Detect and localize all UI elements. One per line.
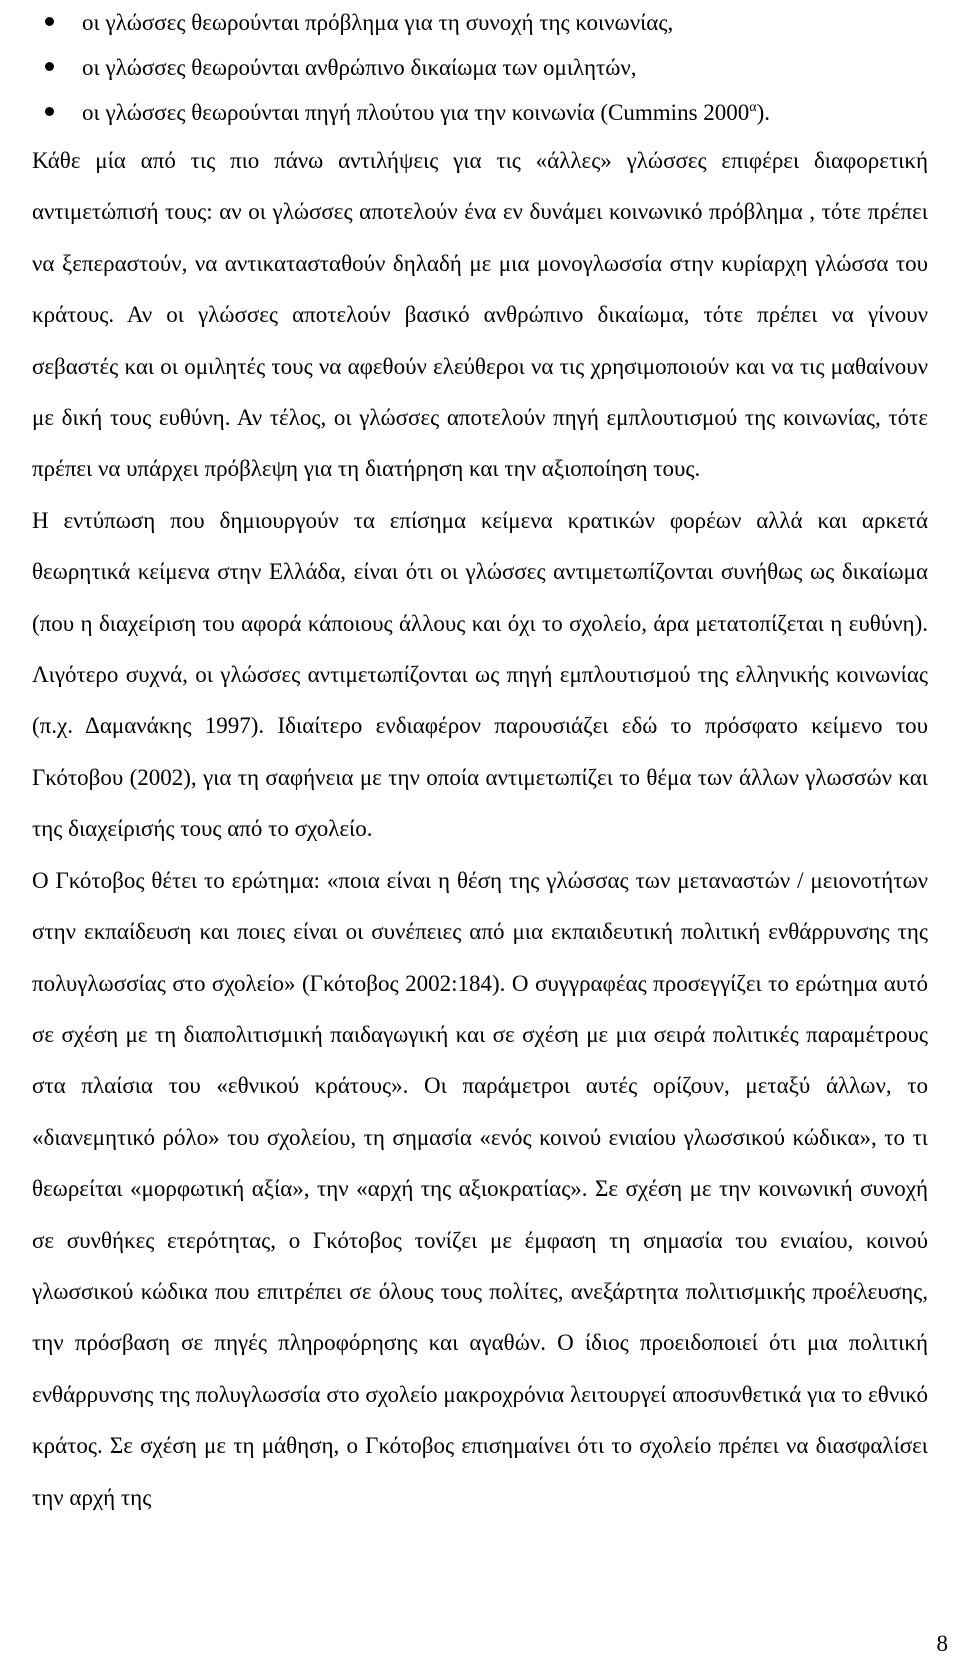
bullet-item	[32, 0, 928, 45]
bullet-list	[32, 0, 928, 135]
bullet-item	[32, 90, 928, 135]
paragraph: Η εντύπωση που δημιουργούν τα επίσημα κείμενα κρατικών φορέων αλλά και αρκετά θεωρητικά κείμενα στην Ελλάδα, είναι ότι οι γλώσσες αντιμετωπίζονται συνήθως ως δικαίωμα (που η διαχείριση του αφορά κάποιους άλλους και όχι το σχολείο, άρα μετατοπίζεται η ευθύνη). Λιγότερο συχνά, οι γλώσσες αντιμετωπίζονται ως πηγή εμπλουτισμού της ελληνικής κοινωνίας (π.χ. Δαμανάκης 1997). Ιδιαίτερο ενδιαφέρον παρουσιάζει εδώ το πρόσφατο κείμενο του Γκότοβου (2002), για τη σαφήνεια με την οποία αντιμετωπίζει το θέμα των άλλων γλωσσών και της διαχείρισής τους από το σχολείο.	[32, 507, 928, 842]
superscript: α	[749, 100, 757, 115]
bullet-text: οι γλώσσες θεωρούνται πηγή πλούτου για την κοινωνία (Cummins 2000	[82, 100, 750, 125]
paragraph: Κάθε μία από τις πιο πάνω αντιλήψεις για τις «άλλες» γλώσσες επιφέρει διαφορετική αντιμετώπισή τους: αν οι γλώσσες αποτελούν ένα εν δυνάμει κοινωνικό πρόβλημα , τότε πρέπει να ξεπεραστούν, να αντικατασταθούν δηλαδή με μια μονογλωσσία στην κυρίαρχη γλώσσα του κράτους. Αν οι γλώσσες αποτελούν βασικό ανθρώπινο δικαίωμα, τότε πρέπει να γίνουν σεβαστές και οι ομιλητές τους να αφεθούν ελεύθεροι να τις χρησιμοποιούν και να τις μαθαίνουν με δική τους ευθύνη. Αν τέλος, οι γλώσσες αποτελούν πηγή εμπλουτισμού της κοινωνίας, τότε πρέπει να υπάρχει πρόβλεψη για τη διατήρηση και την αξιοποίηση τους.	[32, 148, 928, 482]
bullet-text: οι γλώσσες θεωρούνται ανθρώπινο δικαίωμα των ομιλητών,	[82, 55, 637, 80]
page-number: 8	[936, 1631, 948, 1656]
document-page	[32, 0, 928, 1523]
bullet-dot-icon	[45, 62, 54, 71]
bullet-item	[32, 45, 928, 90]
bullet-dot-icon	[45, 17, 54, 26]
bullet-dot-icon	[45, 107, 54, 116]
bullet-text: οι γλώσσες θεωρούνται πρόβλημα για τη συνοχή της κοινωνίας,	[82, 10, 674, 35]
bullet-tail: ).	[756, 100, 771, 125]
paragraph: Ο Γκότοβος θέτει το ερώτημα: «ποια είναι η θέση της γλώσσας των μεταναστών / μειονοτήτων στην εκπαίδευση και ποιες είναι οι συνέπειες από μια εκπαιδευτική πολιτική ενθάρρυνσης της πολυγλωσσίας στο σχολείο» (Γκότοβος 2002:184). Ο συγγραφέας προσεγγίζει το ερώτημα αυτό σε σχέση με τη διαπολιτισμική παιδαγωγική και σε σχέση με μια σειρά πολιτικές παραμέτρους στα πλαίσια του «εθνικού κράτους». Οι παράμετροι αυτές ορίζουν, μεταξύ άλλων, το «διανεμητικό ρόλο» του σχολείου, τη σημασία «ενός κοινού ενιαίου γλωσσικού κώδικα», το τι θεωρείται «μορφωτική αξία», την «αρχή της αξιοκρατίας». Σε σχέση με την κοινωνική συνοχή σε συνθήκες ετερότητας, ο Γκότοβος τονίζει με έμφαση τη σημασία του ενιαίου, κοινού γλωσσικού κώδικα που επιτρέπει σε όλους τους πολίτες, ανεξάρτητα πολιτισμικής προέλευσης, την πρόσβαση σε πηγές πληροφόρησης και αγαθών. Ο ίδιος προειδοποιεί ότι μια πολιτική ενθάρρυνσης της πολυγλωσσία στο σχολείο μακροχρόνια λειτουργεί αποσυνθετικά για το εθνικό κράτος. Σε σχέση με τη μάθηση, ο Γκότοβος επισημαίνει ότι το σχολείο πρέπει να διασφαλίσει την αρχή της	[32, 867, 928, 1510]
